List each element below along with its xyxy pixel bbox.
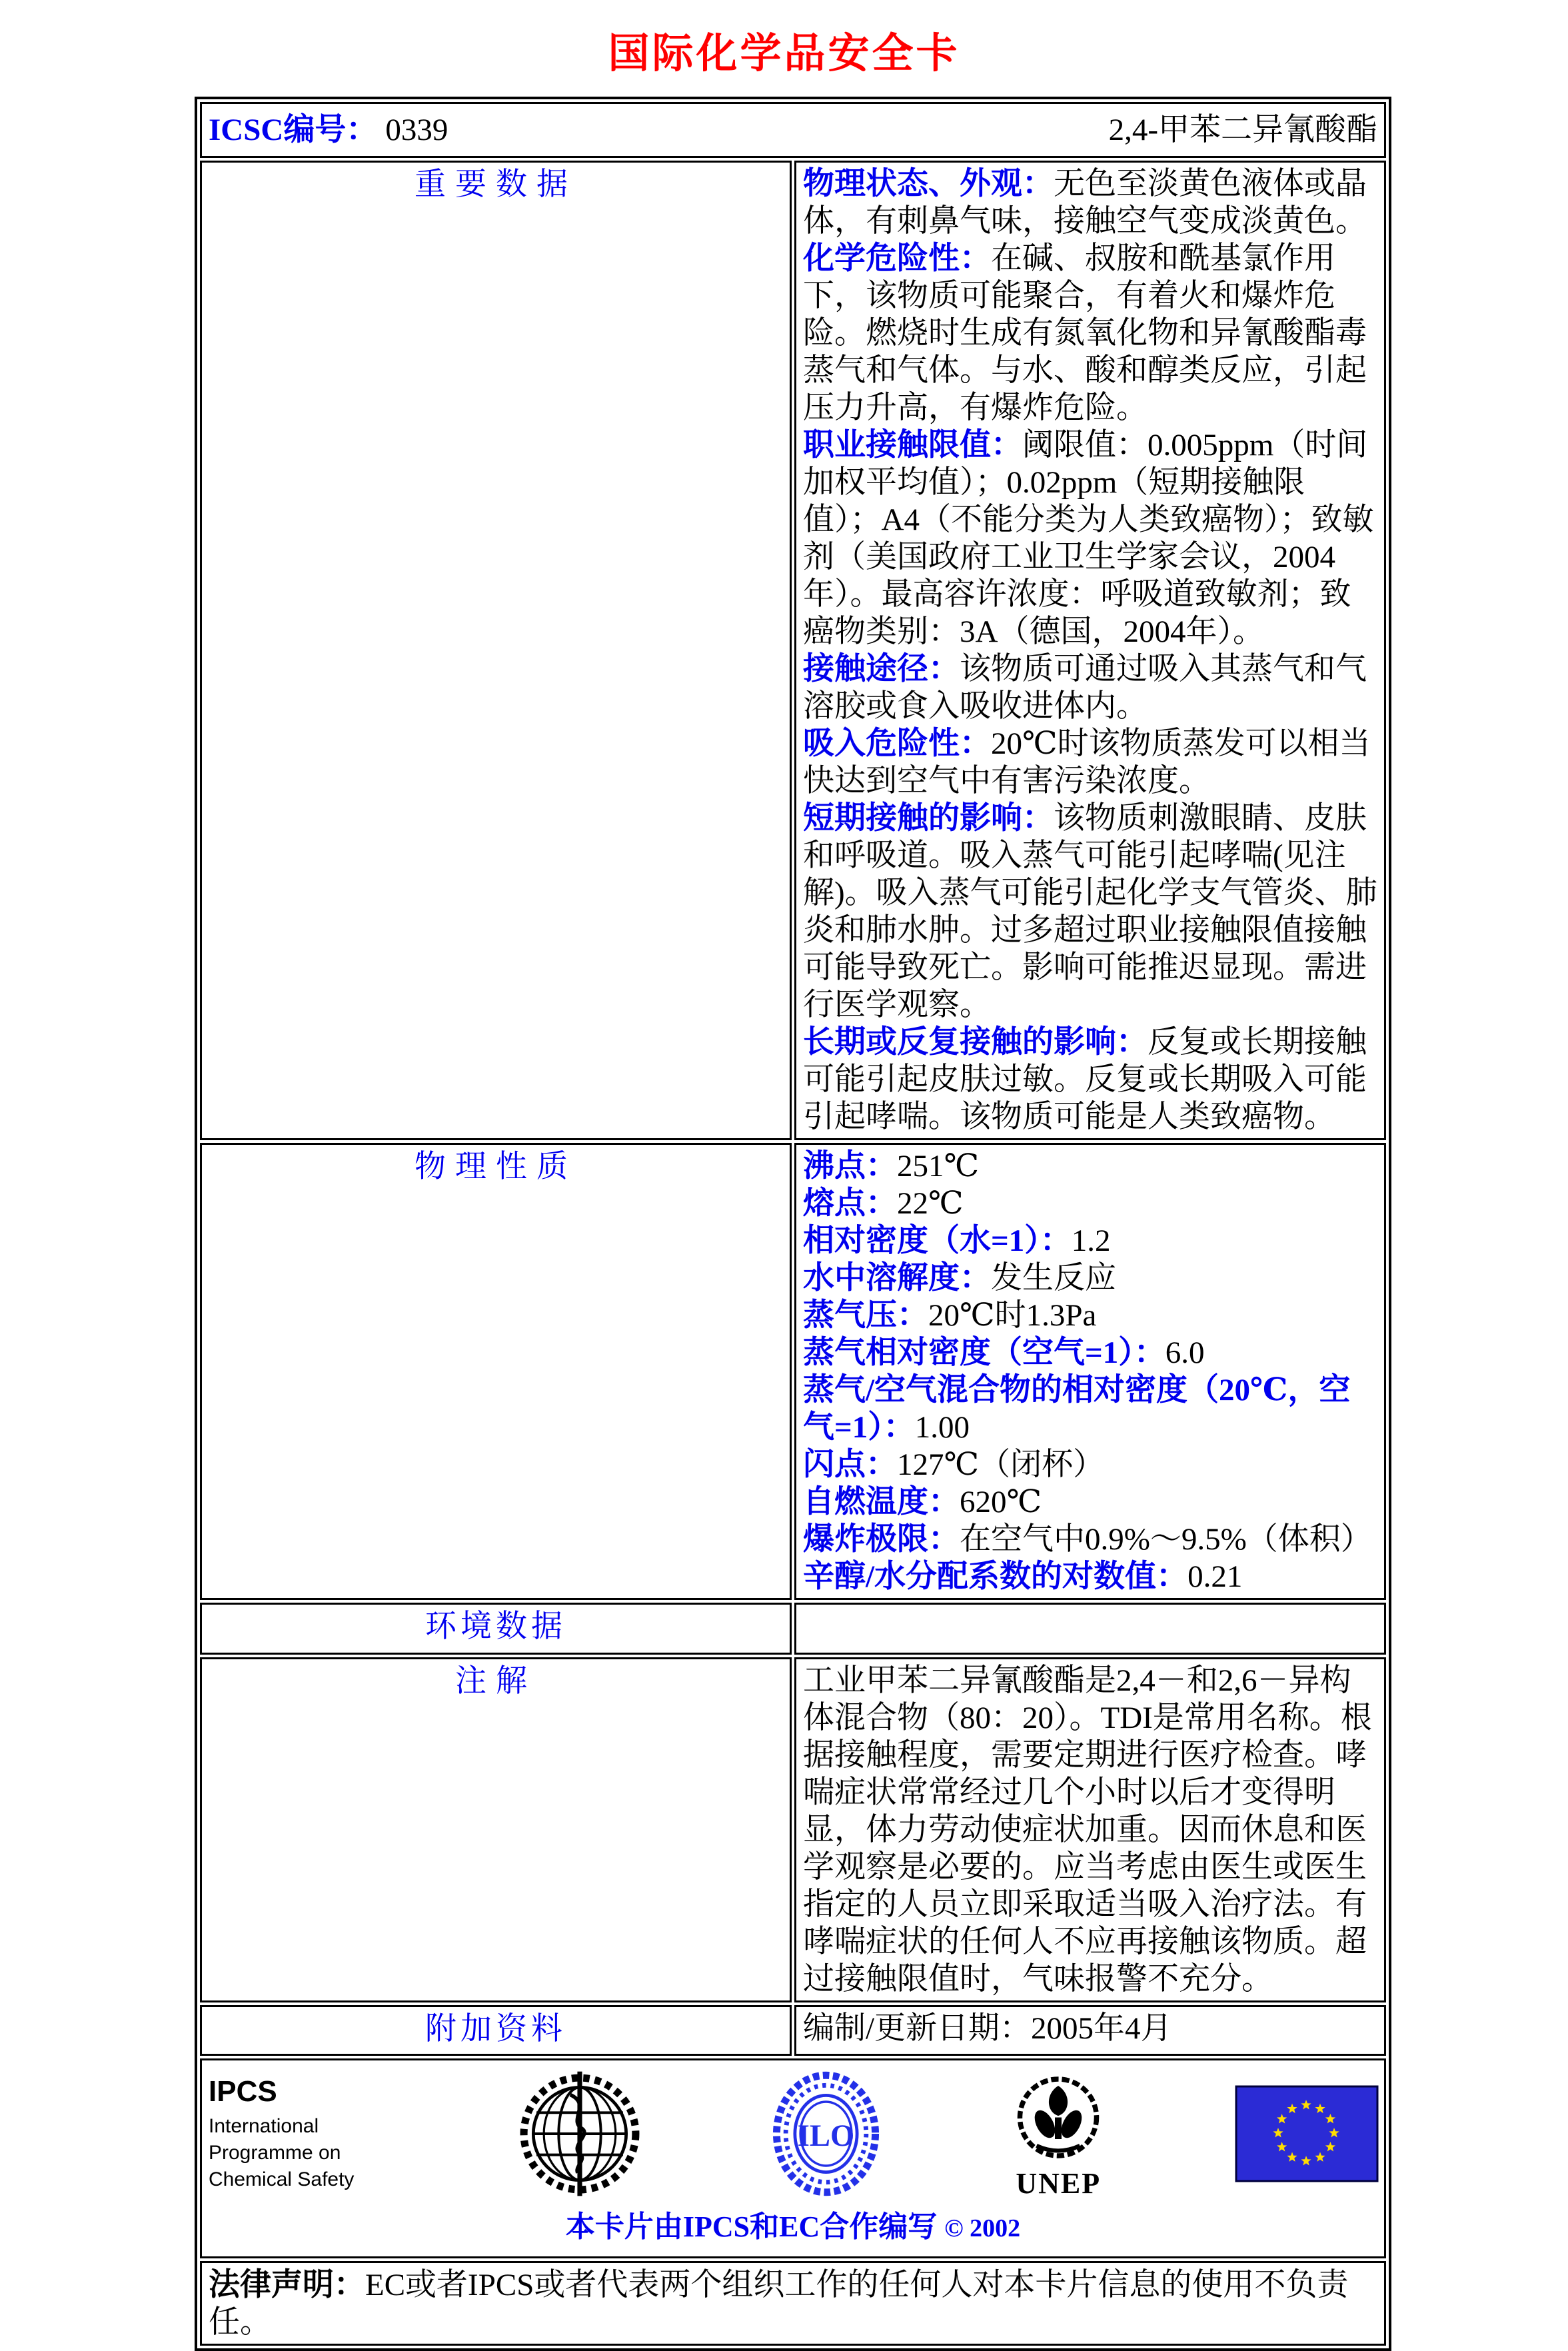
icsc-number-value: 0339 <box>385 113 448 147</box>
field-label: 辛醇/水分配系数的对数值： <box>803 1559 1188 1594</box>
notes-content <box>794 1657 1386 2002</box>
prepared-date-text: 编制/更新日期：2005年4月 <box>803 2011 1172 2046</box>
field-label: 自燃温度： <box>803 1485 960 1519</box>
field-octanol-water <box>803 1558 1377 1595</box>
icsc-card-page <box>0 20 1568 2340</box>
environmental-data-row <box>200 1603 1386 1655</box>
field-label: 短期接触的影响： <box>803 801 1054 836</box>
icsc-card-table <box>195 97 1391 2351</box>
field-melting-point <box>803 1185 1377 1222</box>
header-cell <box>200 102 1386 158</box>
notes-row <box>200 1657 1386 2002</box>
legal-row <box>200 2261 1386 2346</box>
icsc-number-label: ICSC编号： <box>209 113 378 147</box>
field-chemical-danger <box>803 240 1377 426</box>
field-exposure-route <box>803 650 1377 725</box>
cooperation-caption <box>209 2207 1377 2248</box>
field-label: 物理状态、外观： <box>803 167 1054 201</box>
field-value: 发生反应 <box>991 1261 1116 1295</box>
field-flash-point <box>803 1446 1377 1483</box>
unep-wordmark: UNEP <box>1016 2167 1102 2200</box>
field-label: 相对密度（水=1）： <box>803 1223 1072 1258</box>
field-label: 闪点： <box>803 1447 897 1482</box>
notes-text: 工业甲苯二异氰酸酯是2,4－和2,6－异构体混合物（80：20）。TDI是常用名称。根据接触程度，需要定期进行医疗检查。哮喘症状常常经过几个小时以后才变得明显，体力劳动使症状加重。因而休息和医学观察是必要的。应当考虑由医生或医生指定的人员立即采取适当吸入治疗法。有哮喘症状的任何人不应再接触该物质。超过接触限值时，气味报警不充分。 <box>803 1663 1372 1996</box>
field-value: 在空气中0.9%～9.5%（体积） <box>960 1522 1372 1557</box>
important-data-row <box>200 161 1386 1140</box>
chemical-name: 2,4-甲苯二异氰酸酯 <box>1108 113 1377 147</box>
who-logo-icon <box>516 2065 643 2202</box>
field-label: 蒸气相对密度（空气=1）： <box>803 1335 1166 1370</box>
field-value: 阈限值：0.005ppm（时间加权平均值）；0.02ppm（短期接触限值）；A4（不能分类为人类致癌物）；致敏剂（美国政府工业卫生学家会议，2004年）。最高容许浓度：呼吸道致敏剂；致癌物类别：3A（德国，2004年）。 <box>803 428 1374 649</box>
environmental-data-content <box>794 1603 1386 1655</box>
field-value: 无色至淡黄色液体或晶体，有刺鼻气味，接触空气变成淡黄色。 <box>803 167 1367 239</box>
field-value: 反复或长期接触可能引起皮肤过敏。反复或长期吸入可能引起哮喘。该物质可能是人类致癌物。 <box>803 1025 1367 1134</box>
field-label: 熔点： <box>803 1186 897 1221</box>
logos-cell <box>200 2058 1386 2258</box>
section-label-important-data: 重要数据 <box>200 161 792 1140</box>
field-short-term-effects <box>803 800 1377 1024</box>
field-physical-state <box>803 165 1377 240</box>
additional-info-row <box>200 2005 1386 2056</box>
caption-text: 本卡片由IPCS和EC合作编写 <box>565 2210 938 2243</box>
svg-text:ILO: ILO <box>797 2118 854 2153</box>
field-value: 620℃ <box>960 1485 1042 1519</box>
field-value: 20℃时该物质蒸发可以相当快达到空气中有害污染浓度。 <box>803 726 1371 798</box>
field-inhalation-risk <box>803 725 1377 800</box>
ipcs-acronym: IPCS <box>209 2075 277 2108</box>
physical-properties-row <box>200 1143 1386 1600</box>
field-value: 20℃时1.3Pa <box>928 1298 1097 1333</box>
field-vapor-pressure <box>803 1297 1377 1334</box>
field-label: 职业接触限值： <box>803 428 1022 462</box>
ipcs-line3: Chemical Safety <box>209 2168 355 2190</box>
field-boiling-point <box>803 1148 1377 1185</box>
field-water-solubility <box>803 1259 1377 1297</box>
field-label: 吸入危险性： <box>803 726 991 761</box>
physical-properties-content <box>794 1143 1386 1600</box>
logos-row <box>200 2058 1386 2258</box>
field-value: 22℃ <box>897 1186 964 1221</box>
unep-logo-icon <box>1008 2069 1108 2198</box>
header-row <box>200 102 1386 158</box>
eu-flag-icon <box>1236 2086 1377 2181</box>
field-value: 127℃（闭杯） <box>897 1447 1105 1482</box>
section-label-notes: 注解 <box>200 1657 792 2002</box>
field-value: 在碱、叔胺和酰基氯作用下，该物质可能聚合，有着火和爆炸危险。燃烧时生成有氮氧化物和异氰酸酯毒蒸气和气体。与水、酸和醇类反应，引起压力升高，有爆炸危险。 <box>803 241 1367 425</box>
field-label: 接触途径： <box>803 652 960 686</box>
section-label-additional-info: 附加资料 <box>200 2005 792 2056</box>
section-label-environmental-data: 环境数据 <box>200 1603 792 1655</box>
legal-notice-label: 法律声明： <box>209 2266 365 2302</box>
field-explosive-limits <box>803 1521 1377 1558</box>
icsc-number-group <box>209 111 448 149</box>
field-vapor-air-density <box>803 1371 1377 1446</box>
field-exposure-limit <box>803 426 1377 650</box>
legal-notice-cell <box>200 2261 1386 2346</box>
field-label: 长期或反复接触的影响： <box>803 1025 1148 1060</box>
important-data-content <box>794 161 1386 1140</box>
field-value: 1.2 <box>1071 1223 1111 1258</box>
field-label: 蒸气/空气混合物的相对密度（20℃，空气=1）： <box>803 1373 1351 1445</box>
field-autoignition-temp <box>803 1483 1377 1521</box>
field-relative-density <box>803 1222 1377 1259</box>
field-long-term-effects <box>803 1024 1377 1136</box>
field-label: 水中溶解度： <box>803 1261 991 1295</box>
field-value: 6.0 <box>1165 1335 1205 1370</box>
field-value: 该物质刺激眼睛、皮肤和呼吸道。吸入蒸气可能引起哮喘(见注解)。吸入蒸气可能引起化学支气管炎、肺炎和肺水肿。过多超过职业接触限值接触可能导致死亡。影响可能推迟显现。需进行医学观察。 <box>803 801 1377 1022</box>
field-label: 化学危险性： <box>803 241 991 276</box>
field-label: 蒸气压： <box>803 1298 928 1333</box>
field-label: 沸点： <box>803 1149 897 1183</box>
page-title: 国际化学品安全卡 <box>608 31 960 77</box>
additional-info-content <box>794 2005 1386 2056</box>
field-value: 该物质可通过吸入其蒸气和气溶胶或食入吸收进体内。 <box>803 652 1367 724</box>
field-value: 1.00 <box>914 1410 970 1445</box>
field-label: 爆炸极限： <box>803 1522 960 1557</box>
field-vapor-density <box>803 1334 1377 1371</box>
ipcs-line2: Programme on <box>209 2142 341 2164</box>
field-value: 251℃ <box>897 1149 980 1183</box>
copyright: © 2002 <box>944 2214 1021 2242</box>
ilo-logo-icon <box>771 2070 881 2198</box>
field-value: 0.21 <box>1187 1559 1243 1594</box>
ipcs-logo-text <box>209 2074 389 2193</box>
legal-notice-text: EC或者IPCS或者代表两个组织工作的任何人对本卡片信息的使用不负责任。 <box>209 2268 1349 2340</box>
ipcs-line1: International <box>209 2115 319 2137</box>
section-label-physical-properties: 物理性质 <box>200 1143 792 1600</box>
